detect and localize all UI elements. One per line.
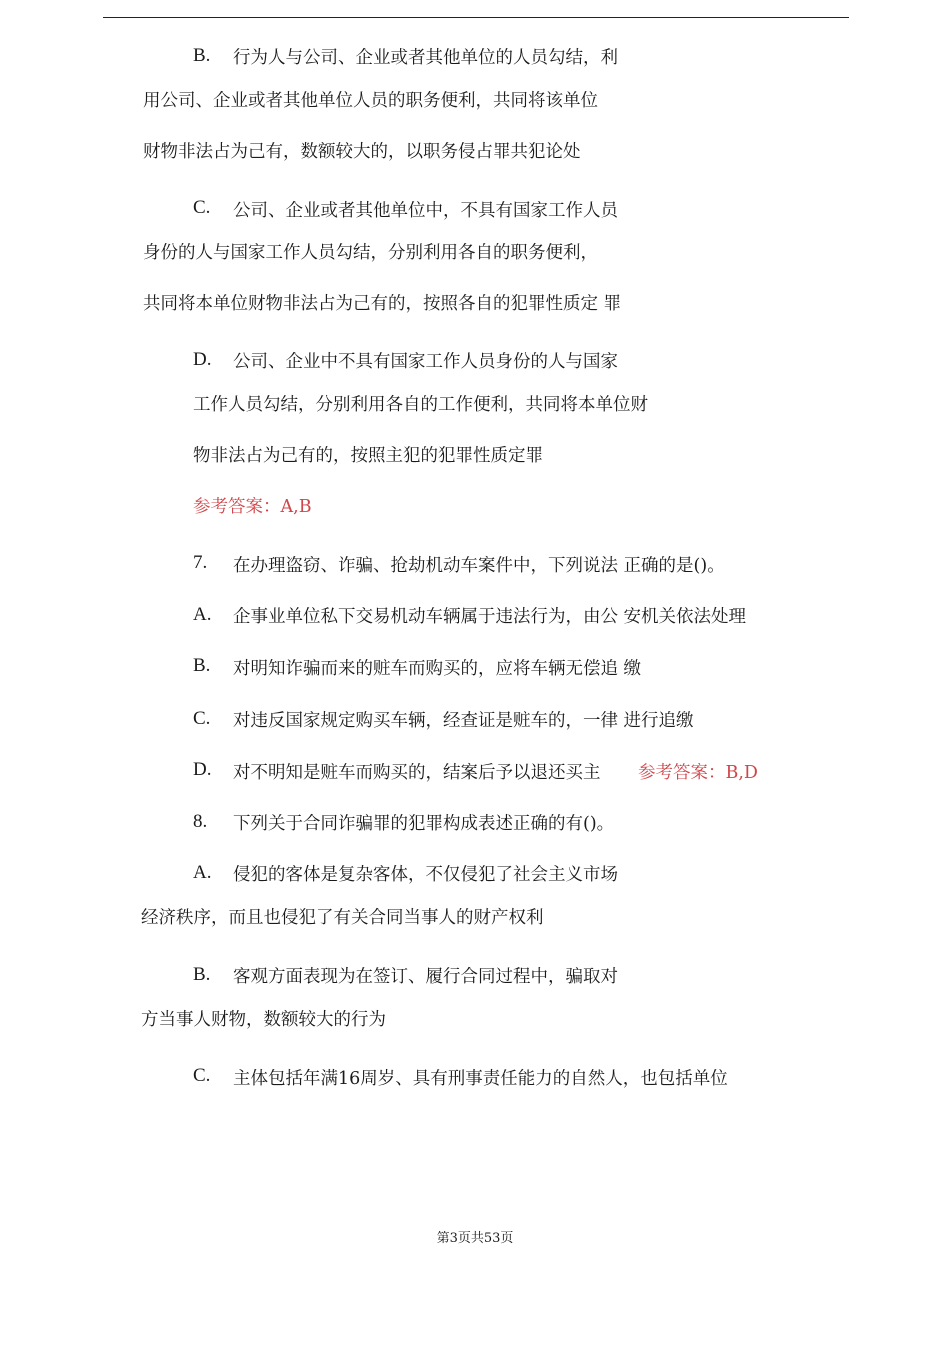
page-footer: 第3页共53页 (436, 1231, 514, 1246)
q6-option-b-line-3: 财物非法占为己有，数额较大的，以职务侵占罪共犯论处 (143, 142, 581, 162)
q8-option-b-line-1: 客观方面表现为在签订、履行合同过程中，骗取对 (233, 967, 618, 987)
q6-option-c-line-1: 公司、企业或者其他单位中，不具有国家工作人员 (233, 201, 618, 221)
q6-option-d-line-1: 公司、企业中不具有国家工作人员身份的人与国家 (233, 352, 618, 372)
q6-option-d-label: D. (193, 349, 212, 370)
q7-option-a-label: A. (193, 604, 212, 625)
q7-answer: 参考答案：B,D (638, 763, 758, 783)
q8-option-a-line-2: 经济秩序，而且也侵犯了有关合同当事人的财产权利 (141, 908, 544, 928)
q6-answer: 参考答案：A,B (193, 497, 312, 517)
q8-option-b-line-2: 方当事人财物，数额较大的行为 (141, 1010, 386, 1030)
q6-option-b-label: B. (193, 45, 211, 66)
q6-option-b-line-2: 用公司、企业或者其他单位人员的职务便利，共同将该单位 (143, 91, 598, 111)
q8-option-c-label: C. (193, 1065, 211, 1086)
q7-option-b-text: 对明知诈骗而来的赃车而购买的，应将车辆无偿追 缴 (233, 659, 642, 679)
q6-option-d-line-2: 工作人员勾结，分别利用各自的工作便利，共同将本单位财 (193, 395, 648, 415)
q6-option-c-line-3: 共同将本单位财物非法占为己有的，按照各自的犯罪性质定 罪 (143, 294, 622, 314)
q8-option-b-label: B. (193, 964, 211, 985)
q6-option-b-line-1: 行为人与公司、企业或者其他单位的人员勾结，利 (233, 48, 618, 68)
q7-option-a-text: 企事业单位私下交易机动车辆属于违法行为，由公 安机关依法处理 (233, 607, 747, 627)
q8-stem: 下列关于合同诈骗罪的犯罪构成表述正确的有()。 (233, 814, 615, 834)
header-rule (103, 17, 849, 18)
q7-option-b-label: B. (193, 655, 211, 676)
q7-option-c-text: 对违反国家规定购买车辆，经查证是赃车的，一律 进行追缴 (233, 711, 694, 731)
q8-number: 8. (193, 811, 208, 832)
q8-option-a-label: A. (193, 862, 212, 883)
q6-option-d-line-3: 物非法占为己有的，按照主犯的犯罪性质定罪 (193, 446, 543, 466)
q7-option-c-label: C. (193, 708, 211, 729)
q7-number: 7. (193, 552, 208, 573)
q7-option-d-text: 对不明知是赃车而购买的，结案后予以退还买主 (233, 763, 601, 783)
q7-option-d-label: D. (193, 759, 212, 780)
q8-option-a-line-1: 侵犯的客体是复杂客体，不仅侵犯了社会主义市场 (233, 865, 618, 885)
q8-option-c-text: 主体包括年满16周岁、具有刑事责任能力的自然人，也包括单位 (233, 1069, 728, 1089)
q7-stem: 在办理盗窃、诈骗、抢劫机动车案件中，下列说法 正确的是()。 (233, 556, 725, 576)
q6-option-c-line-2: 身份的人与国家工作人员勾结，分别利用各自的职务便利， (143, 243, 598, 263)
q6-option-c-label: C. (193, 197, 211, 218)
